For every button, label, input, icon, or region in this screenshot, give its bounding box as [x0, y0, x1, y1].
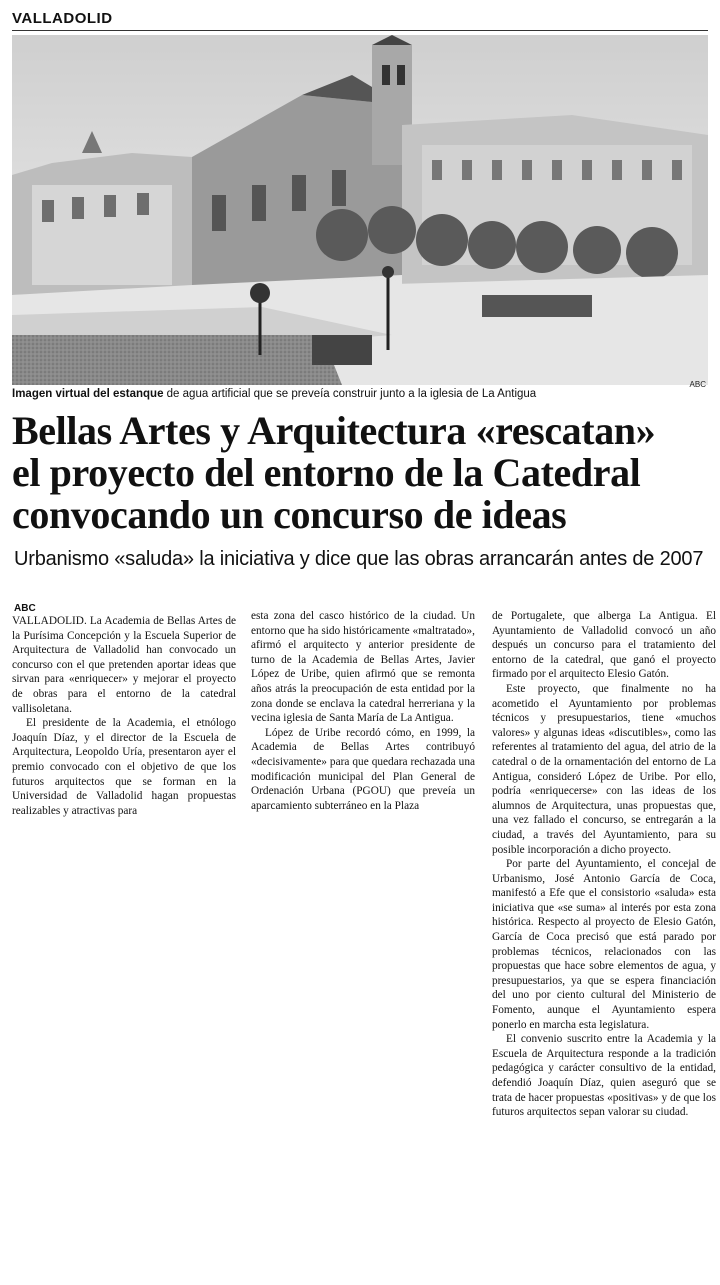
- photo-credit: ABC: [689, 380, 706, 389]
- caption-bold: Imagen virtual del estanque: [12, 388, 164, 400]
- subheadline: Urbanismo «saluda» la iniciativa y dice que las obras arrancarán antes de 2007: [14, 548, 704, 570]
- paragraph: El convenio suscrito entre la Academia y la Escuela de Arquitectura responde a la tradición pedagógica y carácter consultivo de la entidad, defendió Joaquín Díaz, quien aseguró que se trata de hacer propuestas «positivas» y de que los futuros arquitectos sepan valorar su ciudad.: [492, 1033, 716, 1119]
- section-label: VALLADOLID: [12, 10, 113, 27]
- paragraph: El presidente de la Academia, el etnólogo Joaquín Díaz, y el director de la Escuela de Arquitectura, Leopoldo Uría, presentaron ayer el premio convocado con el objetivo de que los futuros arquitectos que se forman en la Universidad de Valladolid hagan propuestas realizables y atractivas para: [12, 717, 236, 817]
- byline: ABC: [14, 603, 36, 614]
- article-column-2: [251, 609, 475, 813]
- paragraph: VALLADOLID. La Academia de Bellas Artes de la Purísima Concepción y la Escuela Superior de Arquitectura de Valladolid han convocado un concurso con el que pretenden aportar ideas que sirvan para «enriquecer» y mejorar el proyecto de obras para el entorno de la catedral vallisoletana.: [12, 615, 236, 715]
- paragraph: López de Uribe recordó cómo, en 1999, la Academia de Bellas Artes contribuyó «decisivamente» para que quedara rechazada una modificación municipal del Plan General de Ordenación Urbana (PGOU) que preveía un aparcamiento subterráneo en la Plaza: [251, 726, 475, 812]
- photo-caption: [12, 388, 692, 400]
- paragraph: Por parte del Ayuntamiento, el concejal de Urbanismo, José Antonio García de Coca, manifestó a Efe que el consistorio «saluda» esta iniciativa que «se suma» al interés por esta zona histórica. Respecto al proyecto de Elesio Gatón, García de Coca precisó que está parado por problemas técnicos, relacionados con las propuestas que hace sobre elementos de agua, y presupuestarios, ya que se espera financiación del uno por ciento cultural del Ministerio de Fomento, aunque el Ayuntamiento espera ponerlo en marcha esta legislatura.: [492, 858, 716, 1031]
- article-column-3: [492, 609, 716, 1120]
- top-rule: [12, 30, 708, 31]
- headline-line-2: el proyecto del entorno de la Catedral: [12, 450, 641, 495]
- headline: [12, 410, 712, 536]
- paragraph: esta zona del casco histórico de la ciudad. Un entorno que ha sido históricamente «maltratado», afirmó el arquitecto y anterior presidente de turno de la Academia de Bellas Artes, Javier López de Uribe, quien afirmó que se remonta años atrás la preocupación de esta entidad por la zona donde se enclava la catedral herreriana y la vecina iglesia de Santa María de La Antigua.: [251, 610, 475, 725]
- caption-text: de agua artificial que se preveía construir junto a la iglesia de La Antigua: [163, 388, 537, 400]
- paragraph: de Portugalete, que alberga La Antigua. El Ayuntamiento de Valladolid convocó un año después un concurso para el tratamiento del entorno de la catedral, que ganó el proyecto firmado por el arquitecto Elesio Gatón.: [492, 610, 716, 681]
- article-column-1: [12, 614, 236, 818]
- headline-line-1: Bellas Artes y Arquitectura «rescatan»: [12, 408, 656, 453]
- paragraph: Este proyecto, que finalmente no ha acometido el Ayuntamiento por problemas técnicos y presupuestarios, tiene «muchos valores» y algunas ideas «discutibles», como las referentes al tratamiento del agua, del atrio de la catedral o de la ornamentación del entorno de La Antigua, consideró López de Uribe. Por ello, podría «enriquecerse» con las ideas de los alumnos de Arquitectura, unas propuestas que, una vez fallado el concurso, se entregarán a la ciudad, a través del Ayuntamiento, para su posible incorporación a dicho proyecto.: [492, 682, 716, 856]
- plaza-rendering-image: [12, 35, 708, 385]
- headline-line-3: convocando un concurso de ideas: [12, 492, 567, 537]
